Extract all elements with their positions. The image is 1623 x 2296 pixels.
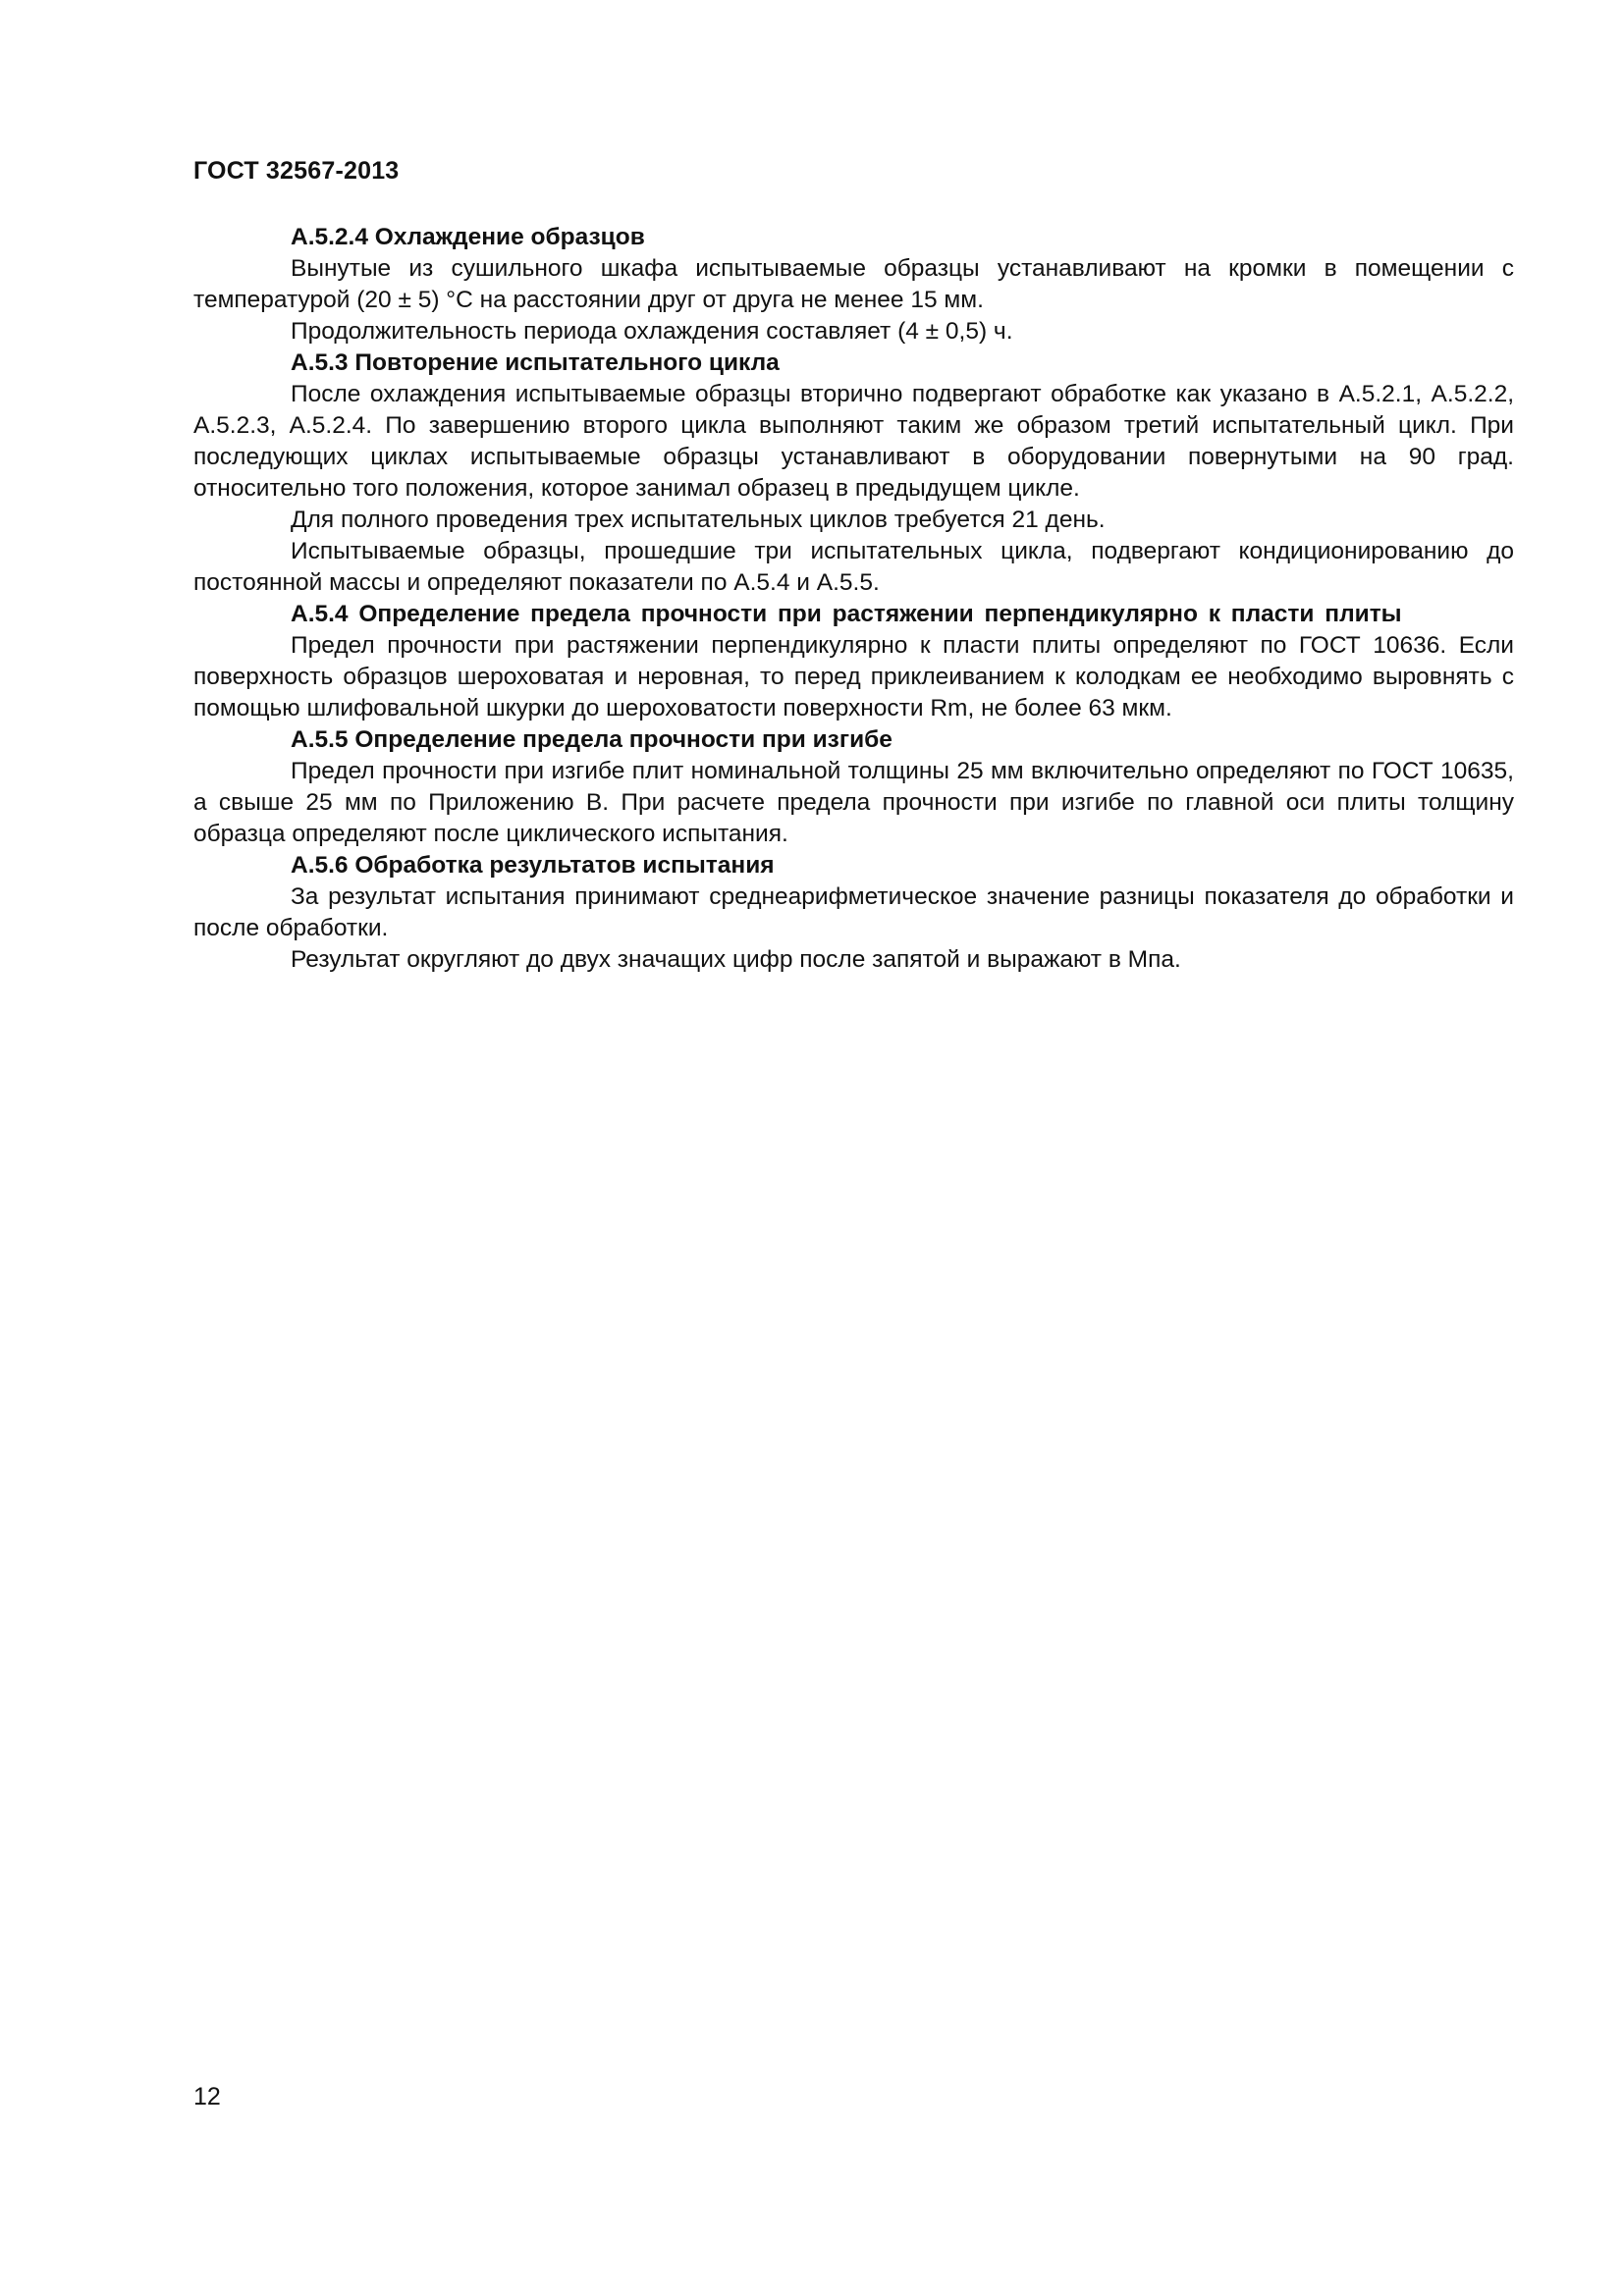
paragraph: За результат испытания принимают среднеарифметическое значение разницы показателя до обработки и после обработки. <box>193 883 1514 941</box>
section-heading: А.5.3 Повторение испытательного цикла <box>291 349 780 376</box>
section-heading: А.5.2.4 Охлаждение образцов <box>291 224 645 250</box>
section-heading: А.5.6 Обработка результатов испытания <box>291 852 775 879</box>
section-heading: А.5.5 Определение предела прочности при изгибе <box>291 726 893 753</box>
paragraph: Испытываемые образцы, прошедшие три испытательных цикла, подвергают кондиционированию до постоянной массы и определяют показатели по А.5.4 и А.5.5. <box>193 538 1514 596</box>
paragraph: Предел прочности при растяжении перпендикулярно к пласти плиты определяют по ГОСТ 10636. Если поверхность образцов шероховатая и неровная, то перед приклеиванием к колодкам ее необходимо выровнять с помощью шлифовальной шкурки до шероховатости поверхности Rm, не более 63 мкм. <box>193 632 1514 721</box>
document-code: ГОСТ 32567-2013 <box>193 157 400 185</box>
document-body <box>193 222 1514 976</box>
paragraph: Результат округляют до двух значащих цифр после запятой и выражают в Мпа. <box>291 946 1181 973</box>
paragraph: После охлаждения испытываемые образцы вторично подвергают обработке как указано в А.5.2.1, А.5.2.2, А.5.2.3, А.5.2.4. По завершению второго цикла выполняют таким же образом третий испытательный цикл. При последующих циклах испытываемые образцы устанавливают в оборудовании повернутыми на 90 град. относительно того положения, которое занимал образец в предыдущем цикле. <box>193 381 1514 502</box>
paragraph: Для полного проведения трех испытательных циклов требуется 21 день. <box>291 507 1106 533</box>
paragraph: Продолжительность периода охлаждения составляет (4 ± 0,5) ч. <box>291 318 1013 345</box>
paragraph: Вынутые из сушильного шкафа испытываемые образцы устанавливают на кромки в помещении с температурой (20 ± 5) °С на расстоянии друг от друга не менее 15 мм. <box>193 255 1514 313</box>
paragraph: Предел прочности при изгибе плит номинальной толщины 25 мм включительно определяют по ГОСТ 10635, а свыше 25 мм по Приложению В. При расчете предела прочности при изгибе по главной оси плиты толщину образца определяют после циклического испытания. <box>193 758 1514 847</box>
section-heading: А.5.4 Определение предела прочности при растяжении перпендикулярно к пласти плиты <box>291 601 1402 627</box>
page-number: 12 <box>193 2083 221 2110</box>
